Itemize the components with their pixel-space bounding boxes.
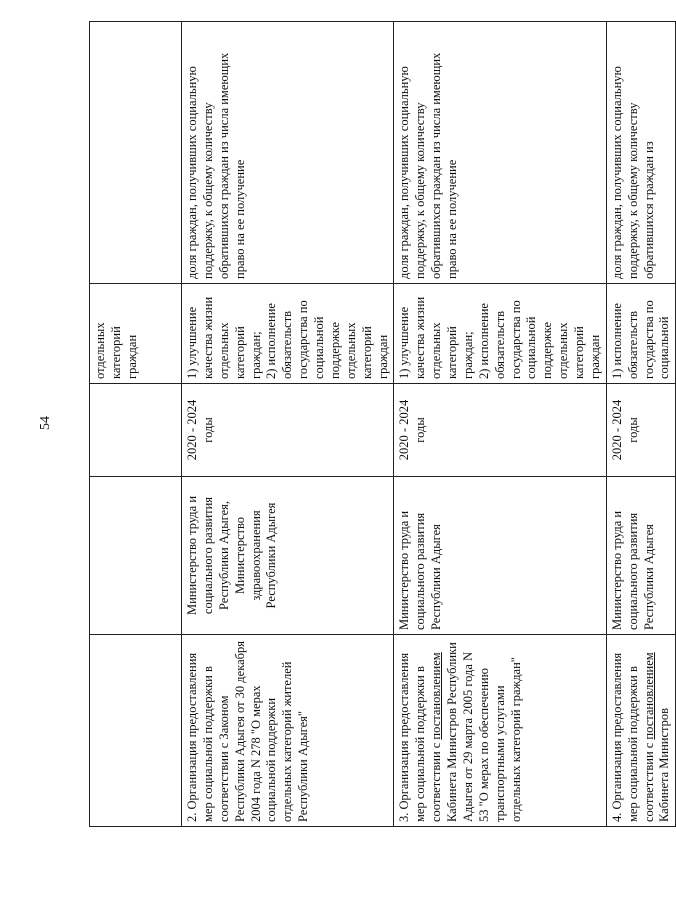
measure-text: 3. Организация предоставления мер социальной поддержки в соответствии с: [397, 652, 444, 822]
indicator-cell: [90, 22, 182, 284]
resolution-link[interactable]: постановлением: [641, 652, 656, 740]
period-cell: 2020 - 2024 годы: [606, 384, 676, 477]
measure-text: Кабинета Министров: [657, 707, 672, 822]
measures-table: [89, 21, 676, 827]
executor-cell: Министерство труда и социального развития Республики Адыгея: [394, 477, 606, 635]
executor-cell: [90, 477, 182, 635]
period-cell: 2020 - 2024 годы: [182, 384, 394, 477]
measure-cell: [394, 635, 606, 827]
indicator-cell: доля граждан, получивших социальную поддержку, к общему количеству обратившихся граждан из числа имеющих право на ее получение: [182, 22, 394, 284]
indicator-cell: доля граждан, получивших социальную поддержку, к общему количеству обратившихся граждан из: [606, 22, 676, 284]
table-row: [90, 22, 182, 827]
measure-cell: 2. Организация предоставления мер социальной поддержки в соответствии с Законом Республики Адыгея от 30 декабря 2004 года N 278 "О мерах социальной поддержки отдельных категорий жителей Республики Адыгея": [182, 635, 394, 827]
measure-text: 4. Организация предоставления мер социальной поддержки в соответствии с: [609, 652, 656, 822]
table-row: [182, 22, 394, 827]
rotated-page: [89, 22, 672, 827]
measure-cell: [90, 635, 182, 827]
measure-text: Кабинета Министров Республики Адыгея от 29 марта 2005 года N 53 "О мерах по обеспечению транспортными услугами отдельных категорий граждан": [445, 642, 523, 822]
period-cell: [90, 384, 182, 477]
period-cell: 2020 - 2024 годы: [394, 384, 606, 477]
goal-cell: отдельных категорий граждан: [90, 284, 182, 384]
executor-cell: Министерство труда и социального развития Республики Адыгея, Министерство здравоохранения Республики Адыгея: [182, 477, 394, 635]
page-number: 54: [38, 416, 53, 430]
goal-cell: 1) улучшение качества жизни отдельных категорий граждан; 2) исполнение обязательств государства по социальной поддержке отдельных категорий граждан: [394, 284, 606, 384]
goal-cell: 1) улучшение качества жизни отдельных категорий граждан; 2) исполнение обязательств государства по социальной поддержке отдельных категорий граждан: [182, 284, 394, 384]
resolution-link[interactable]: постановлением: [429, 652, 444, 740]
indicator-cell: доля граждан, получивших социальную поддержку, к общему количеству обратившихся граждан из числа имеющих право на ее получение: [394, 22, 606, 284]
measure-cell: [606, 635, 676, 827]
goal-cell: 1) исполнение обязательств государства по социальной: [606, 284, 676, 384]
table-row: [394, 22, 606, 827]
executor-cell: Министерство труда и социального развития Республики Адыгея: [606, 477, 676, 635]
table-row: [606, 22, 676, 827]
